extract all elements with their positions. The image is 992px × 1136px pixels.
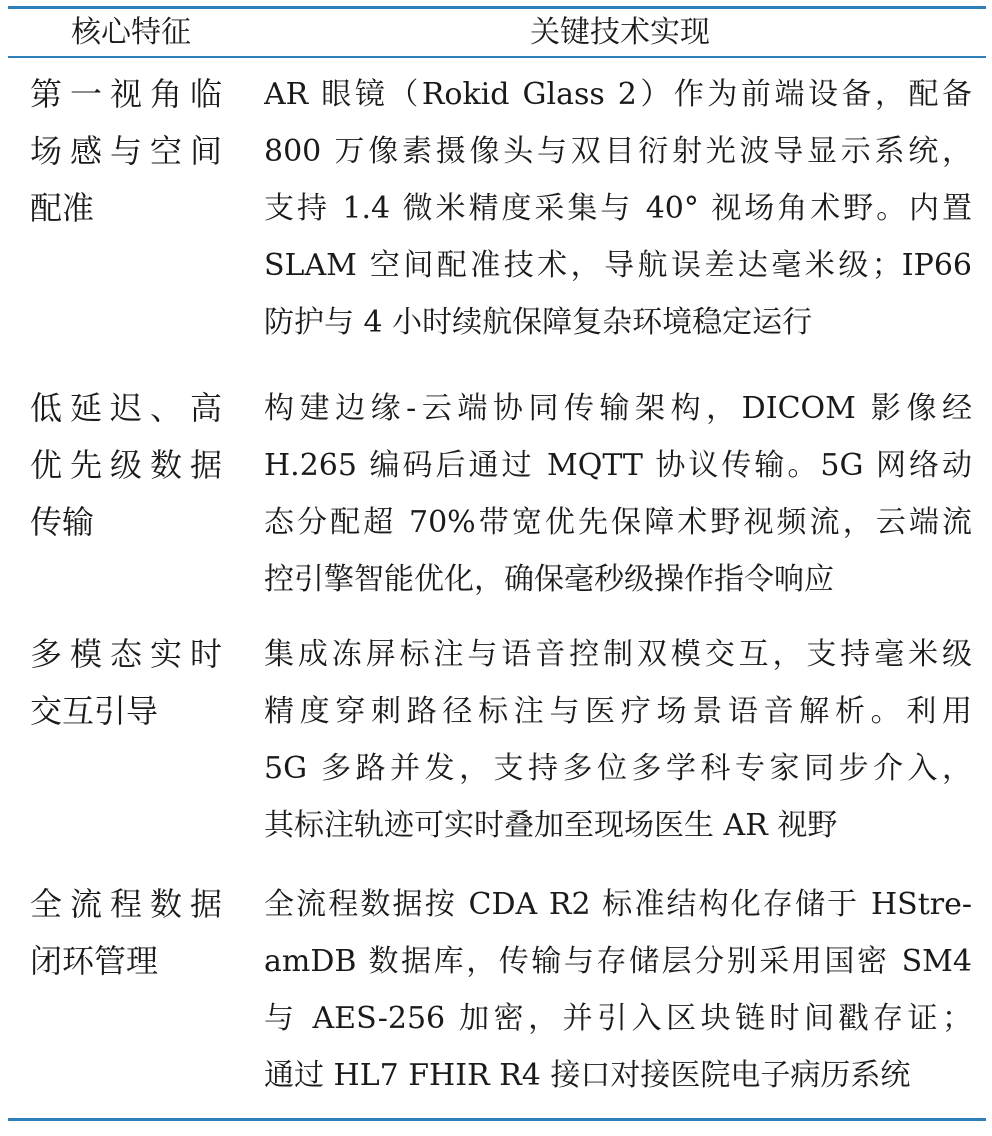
tech-line: SLAM 空间配准技术，导航误差达毫米级；IP66 [264, 248, 972, 283]
row-feature-cell [30, 876, 222, 990]
header-key-technology: 关键技术实现 [530, 15, 710, 50]
feature-line: 多模态实时 [30, 635, 222, 673]
tech-line: 控引擎智能优化，确保毫秒级操作指令响应 [264, 562, 834, 597]
row-tech-cell [264, 66, 972, 351]
row-tech-cell [264, 876, 972, 1104]
tech-line: 精度穿刺路径标注与医疗场景语音解析。利用 [264, 694, 972, 729]
tech-line: 全流程数据按 CDA R2 标准结构化存储于 HStre- [264, 887, 972, 922]
feature-line: 全流程数据 [30, 885, 222, 923]
tech-line: 通过 HL7 FHIR R4 接口对接医院电子病历系统 [264, 1058, 911, 1093]
feature-line: 配准 [30, 189, 95, 227]
table-top-rule [8, 6, 986, 9]
tech-line: 态分配超 70%带宽优先保障术野视频流，云端流 [264, 505, 972, 540]
tech-line: 5G 多路并发，支持多位多学科专家同步介入， [264, 751, 972, 786]
row-tech-cell [264, 380, 972, 608]
tech-line: 支持 1.4 微米精度采集与 40° 视场角术野。内置 [264, 191, 972, 226]
row-feature-cell [30, 66, 222, 237]
tech-line: AR 眼镜（Rokid Glass 2）作为前端设备，配备 [264, 77, 972, 112]
feature-line: 优先级数据 [30, 446, 222, 484]
tech-line: 防护与 4 小时续航保障复杂环境稳定运行 [264, 305, 813, 340]
feature-line: 交互引导 [30, 692, 159, 730]
tech-line: 与 AES-256 加密，并引入区块链时间戳存证； [264, 1001, 972, 1036]
tech-line: 800 万像素摄像头与双目衍射光波导显示系统， [264, 134, 972, 169]
feature-line: 场感与空间 [30, 132, 222, 170]
tech-line: 集成冻屏标注与语音控制双模交互，支持毫米级 [264, 637, 972, 672]
feature-line: 低延迟、高 [30, 389, 222, 427]
feature-line: 第一视角临 [30, 75, 222, 113]
table-header-rule [8, 56, 986, 58]
tech-line: amDB 数据库，传输与存储层分别采用国密 SM4 [264, 944, 972, 979]
tech-line: 构建边缘-云端协同传输架构，DICOM 影像经 [264, 391, 972, 426]
row-feature-cell [30, 380, 222, 551]
tech-line: 其标注轨迹可实时叠加至现场医生 AR 视野 [264, 808, 838, 843]
tech-line: H.265 编码后通过 MQTT 协议传输。5G 网络动 [264, 448, 972, 483]
row-feature-cell [30, 626, 222, 740]
table-bottom-rule [8, 1118, 986, 1121]
feature-line: 闭环管理 [30, 942, 159, 980]
row-tech-cell [264, 626, 972, 854]
header-core-feature: 核心特征 [71, 15, 191, 50]
feature-line: 传输 [30, 503, 95, 541]
